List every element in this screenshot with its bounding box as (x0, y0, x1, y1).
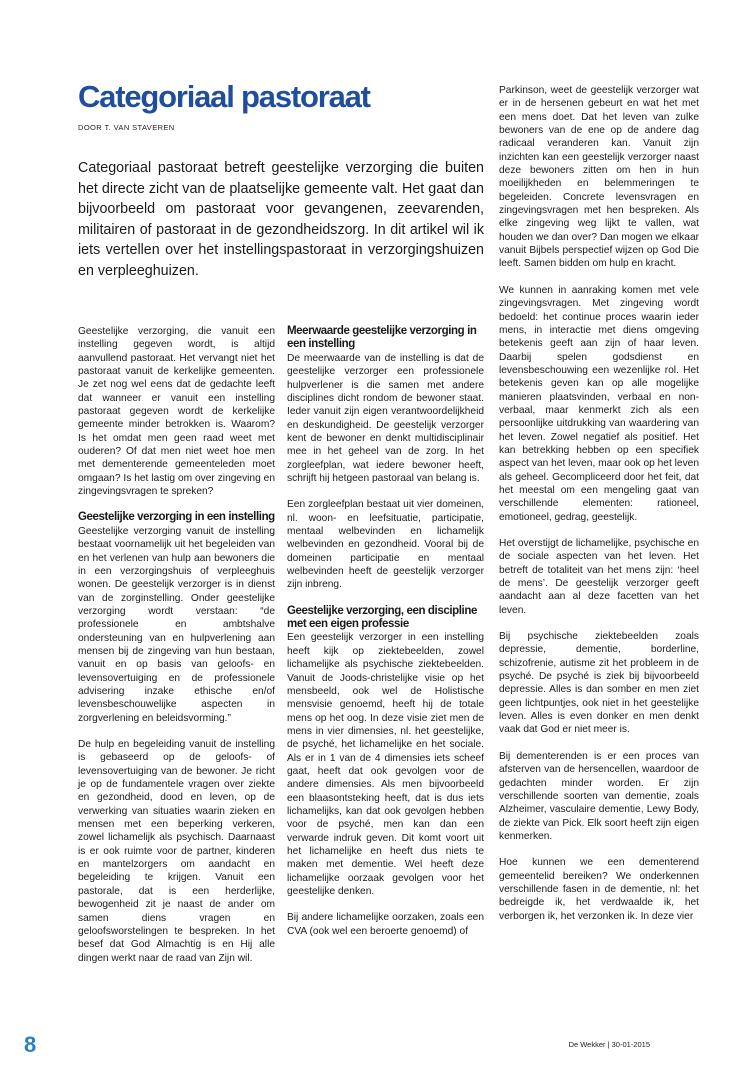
paragraph: Geestelijke verzorging, die vanuit een instelling gegeven wordt, is altijd aanvullend pastoraat. Het vervangt niet het pastoraat vanuit de kerkelijke gemeenten. Je zet nog wel eens dat de gedachte leeft dat wanneer er vanuit een instelling pastoraat gegeven wordt de kerkelijke gemeente minder betrokken is. Waarom? Is het omdat men geen raad weet met ouderen? Of dat men niet weet hoe men met dementerende gemeenteleden moet omgaan? Is het lastig om over zingeving en zingevingsvragen te spreken? (78, 326, 275, 498)
article-title: Categoriaal pastoraat (78, 79, 370, 114)
paragraph: We kunnen in aanraking komen met vele zingevingsvragen. Met zingeving wordt bedoeld: het continue proces waarin ieder mens, in interactie met diens omgeving betekenis geeft aan zijn of haar leven. Daarbij spelen godsdienst en levensbeschouwing een wezenlijke rol. Het betekenis geven kan op alle mogelijke manieren plaatsvinden, verbaal en non-verbaal, maar kenmerkt zich als een persoonlijke uitdrukking van waardering van het leven. Zowel negatief als positief. Het kan betrekking hebben op een specifiek aspect van het leven, maar ook op het leven als geheel. Gecompliceerd door het feit, dat het meestal om een mengeling gaat van verschillende elementen: rationeel, emotioneel, gedrag, geestelijk. (499, 284, 699, 523)
section-heading: Meerwaarde geestelijke verzorging in een instelling (287, 325, 477, 351)
section-heading: Geestelijke verzorging in een instelling (78, 511, 275, 524)
byline: DOOR T. VAN STAVEREN (78, 123, 175, 132)
section-heading: Geestelijke verzorging, een discipline met een eigen professie (287, 604, 477, 631)
paragraph: De meerwaarde van de instelling is dat de geestelijke verzorger een professionele hulpverlener is die samen met andere disciplines dicht rondom de bewoner staat. Ieder vanuit zijn eigen verantwoordelijkheid en deskundigheid. De geestelijk verzorger kent de bewoner en denkt multidisciplinair mee in het geheel van de zorg. In het zorgleefplan, wat iedere bewoner heeft, schrijft hij hetgeen pastoraal van belang is. (287, 352, 484, 484)
paragraph: De hulp en begeleiding vanuit de instelling is gebaseerd op de geloofs- of levensovertuiging van de bewoner. Je richt je op de fundamentele vragen over ziekte en gezondheid, dood en leven, op de verwerking van situaties waarin zieken en mensen met een beperking verkeren, zowel lichamelijk als psychisch. Daarnaast is er ook ruimte voor de partner, kinderen en mantelzorgers om aandacht en begeleiding te krijgen. Vanuit een pastorale, dat is een herderlijke, bewogenheid zit je naast de ander om samen diens vragen en geloofsworstelingen te bespreken. In het besef dat God Almachtig is en Hij alle dingen werkt naar de raad van Zijn wil. (78, 739, 275, 964)
paragraph: Het overstijgt de lichamelijke, psychische en de sociale aspecten van het leven. Het betreft de totaliteit van het mens zijn: ‘heel de mens’. De geestelijk verzorger geeft aandacht aan al deze facetten van het leven. (499, 538, 699, 616)
paragraph: Een geestelijk verzorger in een instelling heeft kijk op ziektebeelden, zowel lichamelijke als psychische ziektebeelden. Vanuit de Joods-christelijke visie op het mensbeeld, ook wel de Holistische mensvisie genoemd, heeft hij de totale mens op het oog. In deze visie ziet men de mens in vier dimensies, nl. het geestelijke, de psyché, het lichamelijke en het sociale. Als er in 1 van de 4 dimensies iets scheef gaat, heeft dat ook gevolgen voor de andere dimensies. Als men bijvoorbeeld een blaasontsteking heeft, dat is dus iets lichamelijks, kan dat ook gevolgen hebben voor de psyché, men kan dan een verwarde indruk geven. Dit komt voort uit het lichamelijke en heeft dus niets te maken met dementie. Wel heeft deze lichamelijke oorzaak gevolgen voor het geestelijke denken. (287, 632, 484, 897)
publication-footer: De Wekker | 30-01-2015 (568, 1040, 650, 1049)
paragraph: Een zorgleefplan bestaat uit vier domeinen, nl. woon- en leefsituatie, participatie, mentaal welbevinden en lichamelijk welbevinden en gezondheid. Vooral bij de domeinen participatie en mentaal welbevinden heeft de geestelijk verzorger zijn inbreng. (287, 499, 484, 591)
column-2 (287, 325, 484, 951)
intro-paragraph: Categoriaal pastoraat betreft geestelijke verzorging die buiten het directe zicht van de plaatselijke gemeente valt. Het gaat dan bijvoorbeeld om pastoraat voor gevangenen, zeevarenden, militairen of pastoraat in de gezondheidszorg. In dit artikel wil ik iets vertellen over het instellingspastoraat in verzorgingshuizen en verpleeghuizen. (78, 160, 484, 279)
paragraph: Parkinson, weet de geestelijk verzorger wat er in de hersenen gebeurt en wat het met een mens doet. Dat het leven van zulke bewoners van de ene op de andere dag radicaal veranderen kan. Vanuit zijn inzichten kan een geestelijk verzorger naast deze bewoners zitten om hen in hun moeilijkheden en belemmeringen te begeleiden. Concrete levensvragen en zingevingsvragen met hen bespreken. Als elke zingeving weg lijkt te vallen, wat houden we dan over? Dan mogen we elkaar vanuit Bijbels perspectief wijzen op God Die leeft. Samen bidden om hulp en kracht. (499, 85, 699, 270)
column-1 (78, 325, 275, 978)
paragraph: Bij dementerenden is er een proces van afsterven van de hersencellen, waardoor de gedachten minder worden. Er zijn verschillende soorten van dementie, zoals Alzheimer, vasculaire dementie, Lewy Body, de ziekte van Pick. Elk soort heeft zijn eigen kenmerken. (499, 750, 699, 842)
column-3 (499, 84, 699, 936)
paragraph: Hoe kunnen we een dementerend gemeentelid bereiken? We onderkennen verschillende fasen in de dementie, nl: het bedreigde ik, het verdwaalde ik, het verborgen ik, het verzonken ik. In deze vier (499, 857, 699, 922)
paragraph: Bij andere lichamelijke oorzaken, zoals een CVA (ook wel een beroerte genoemd) of (287, 912, 484, 937)
page-number: 8 (24, 1032, 37, 1057)
paragraph: Bij psychische ziektebeelden zoals depressie, dementie, borderline, schizofrenie, autisme zit het probleem in de psyché. De psyché is ziek bij bijvoorbeeld depressie. Alles is dan somber en men ziet geen lichtpuntjes, ook niet in het geestelijke leven. Alles is even donker en men denkt vaak dat God er niet meer is. (499, 631, 699, 736)
paragraph: Geestelijke verzorging vanuit de instelling bestaat voornamelijk uit het begeleiden van en het verlenen van hulp aan bewoners die in een verzorgingshuis of verpleeghuis wonen. De geestelijk verzorger is in dienst van de zorginstelling. Onder geestelijke verzorging wordt verstaan: “de professionele en ambtshalve ondersteuning van en hulpverlening aan mensen bij de zingeving van hun bestaan, vanuit en op basis van geloofs- en levensovertuiging en de professionele advisering inzake ethische en/of levensbeschouwelijke aspecten in zorgverlening en beleidsvorming.” (78, 525, 275, 724)
